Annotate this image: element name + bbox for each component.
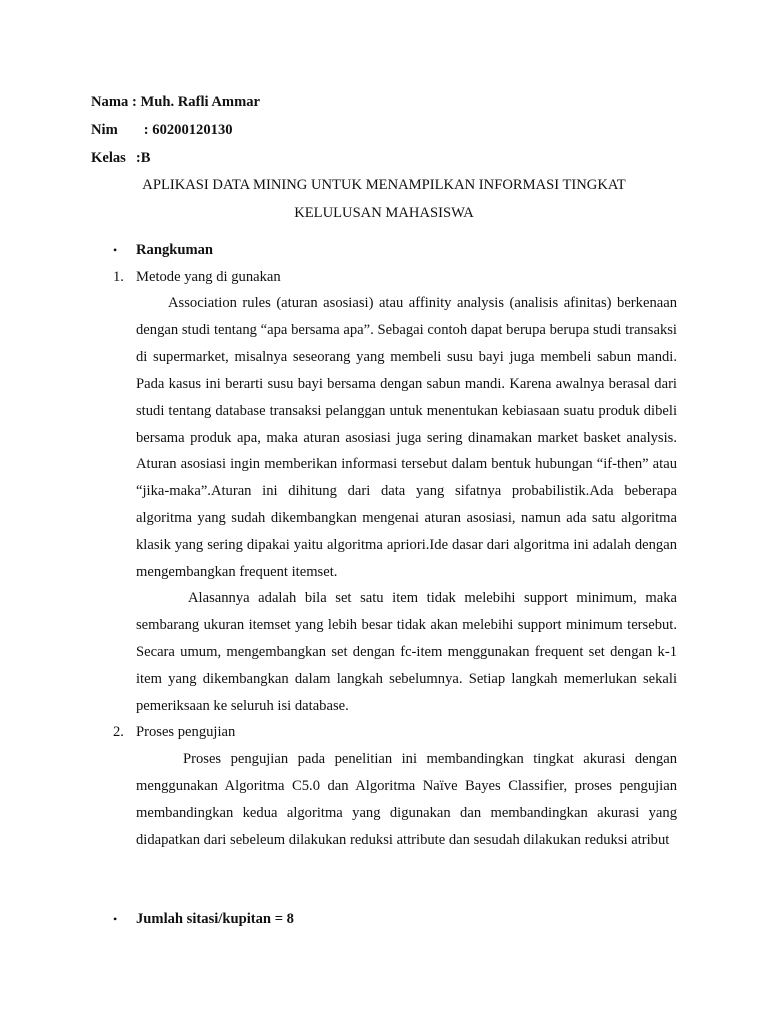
- nim-label: Nim: [91, 122, 118, 138]
- document-title-line-2: KELULUSAN MAHASISWA: [294, 205, 474, 221]
- document-title-line-1: APLIKASI DATA MINING UNTUK MENAMPILKAN INFORMASI TINGKAT: [142, 177, 626, 193]
- nim-value: : 60200120130: [143, 122, 233, 138]
- item-title: Proses pengujian: [136, 724, 236, 740]
- kelas-value: :B: [135, 150, 151, 166]
- kelas-label: Kelas: [91, 150, 126, 166]
- item-number: 1.: [113, 269, 124, 285]
- summary-heading: Rangkuman: [136, 242, 214, 258]
- citation-count: Jumlah sitasi/kupitan = 8: [136, 911, 294, 927]
- student-name: Nama : Muh. Rafli Ammar: [91, 94, 261, 110]
- item-number: 2.: [113, 724, 124, 740]
- paragraph-association-rules: Association rules (aturan asosiasi) atau affinity analysis (analisis afinitas) berkenaan dengan studi tentang “apa bersama apa”. Sebagai contoh dapat berupa berupa studi transaksi di supermarket, misalnya seseorang yang membeli susu bayi juga membeli sabun mandi. Pada kasus ini berarti susu bayi bersama dengan sabun mandi. Karena awalnya berasal dari studi tentang database transaksi pelanggan untuk menentukan kebiasaan suatu produk dibeli bersama produk apa, maka aturan asosiasi juga sering dinamakan market basket analysis. Aturan asosiasi ingin memberikan informasi tersebut dalam bentuk hubungan “if-then” atau “jika-maka”.Aturan ini dihitung dari data yang sifatnya probabilistik.Ada beberapa algoritma yang sudah dikembangkan mengenai aturan asosiasi, namun ada satu algoritma klasik yang sering dipakai yaitu algoritma apriori.Ide dasar dari algoritma ini adalah dengan mengembangkan frequent itemset.: [136, 295, 677, 581]
- bullet-icon: •: [113, 243, 118, 257]
- bullet-icon: •: [113, 912, 118, 926]
- paragraph-apriori-reason: Alasannya adalah bila set satu item tidak melebihi support minimum, maka sembarang ukuran itemset yang lebih besar tidak akan melebihi support minimum tersebut. Secara umum, mengembangkan set dengan fc-item menggunakan frequent set dengan k-1 item yang dikembangkan dalam langkah sebelumnya. Setiap langkah memerlukan sekali pemeriksaan ke seluruh isi database.: [136, 590, 677, 714]
- student-class: [91, 148, 150, 168]
- item-title: Metode yang di gunakan: [136, 269, 281, 285]
- student-nim: [91, 120, 233, 140]
- paragraph-testing-process: Proses pengujian pada penelitian ini membandingkan tingkat akurasi dengan menggunakan Algoritma C5.0 dan Algoritma Naïve Bayes Classifier, proses pengujian membandingkan kedua algoritma yang digunakan dan membandingkan akurasi yang didapatkan dari sebeleum dilakukan reduksi attribute dan sesudah dilakukan reduksi atribut: [136, 751, 677, 848]
